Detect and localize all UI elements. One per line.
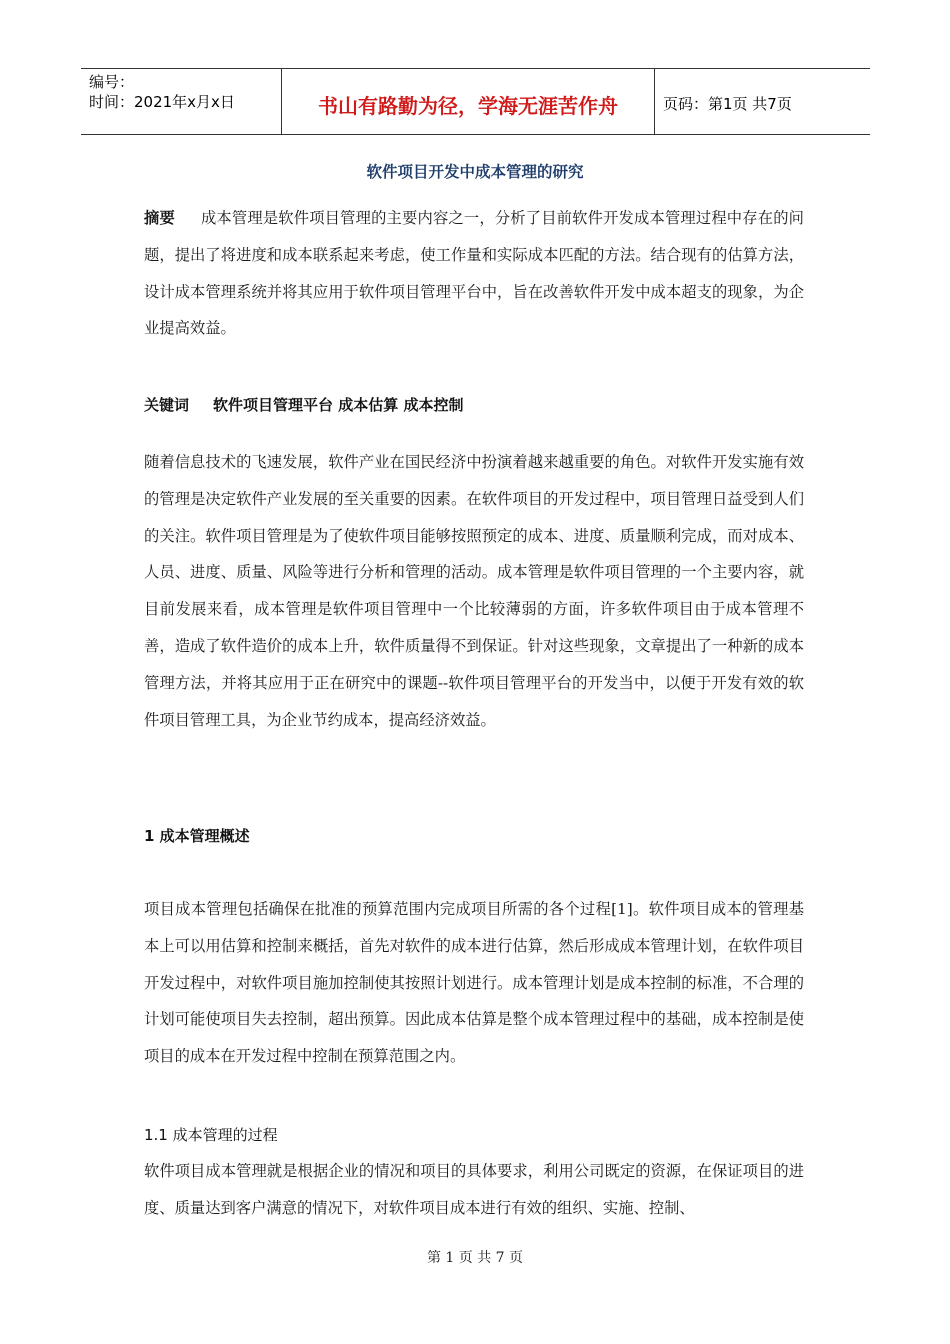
header-page-info: 页码：第1页 共7页 — [663, 95, 792, 113]
abstract-label: 摘要 — [144, 209, 175, 227]
keywords-label: 关键词 — [144, 396, 190, 414]
keywords-line — [144, 394, 463, 415]
header-meta — [81, 69, 281, 134]
intro-paragraph: 随着信息技术的飞速发展，软件产业在国民经济中扮演着越来越重要的角色。对软件开发实施有效的管理是决定软件产业发展的至关重要的因素。在软件项目的开发过程中，项目管理日益受到人们的关注。软件项目管理是为了使软件项目能够按照预定的成本、进度、质量顺利完成，而对成本、人员、进度、质量、风险等进行分析和管理的活动。成本管理是软件项目管理的一个主要内容，就目前发展来看，成本管理是软件项目管理中一个比较薄弱的方面，许多软件项目由于成本管理不善，造成了软件造价的成本上升，软件质量得不到保证。针对这些现象，文章提出了一种新的成本管理方法，并将其应用于正在研究中的课题--软件项目管理平台的开发当中，以便于开发有效的软件项目管理工具，为企业节约成本，提高经济效益。 — [144, 453, 804, 729]
keywords-text: 软件项目管理平台 成本估算 成本控制 — [213, 396, 464, 414]
header-table — [81, 68, 870, 135]
number-label: 编号： — [89, 73, 135, 91]
abstract-text: 成本管理是软件项目管理的主要内容之一，分析了目前软件开发成本管理过程中存在的问题，提出了将进度和成本联系起来考虑，使工作量和实际成本匹配的方法。结合现有的估算方法，设计成本管理系统并将其应用于软件项目管理平台中，旨在改善软件开发中成本超支的现象，为企业提高效益。 — [144, 209, 804, 338]
abstract-paragraph — [144, 200, 804, 347]
section-1-heading: 1 成本管理概述 — [144, 827, 250, 845]
date-label: 时间：2021年x月x日 — [89, 93, 235, 111]
page-footer: 第 1 页 共 7 页 — [426, 1250, 524, 1266]
section-1-paragraph: 项目成本管理包括确保在批准的预算范围内完成项目所需的各个过程[1]。软件项目成本的管理基本上可以用估算和控制来概括，首先对软件的成本进行估算，然后形成成本管理计划，在软件项目开发过程中，对软件项目施加控制使其按照计划进行。成本管理计划是成本控制的标准，不合理的计划可能使项目失去控制，超出预算。因此成本估算是整个成本管理过程中的基础，成本控制是使项目的成本在开发过程中控制在预算范围之内。 — [144, 900, 804, 1066]
document-title: 软件项目开发中成本管理的研究 — [366, 163, 584, 181]
header-motto: 书山有路勤为径，学海无涯苦作舟 — [281, 69, 655, 134]
section-1-1-heading: 1.1 成本管理的过程 — [144, 1126, 278, 1144]
section-1-1-paragraph: 软件项目成本管理就是根据企业的情况和项目的具体要求，利用公司既定的资源，在保证项目的进度、质量达到客户满意的情况下，对软件项目成本进行有效的组织、实施、控制、 — [144, 1162, 804, 1217]
